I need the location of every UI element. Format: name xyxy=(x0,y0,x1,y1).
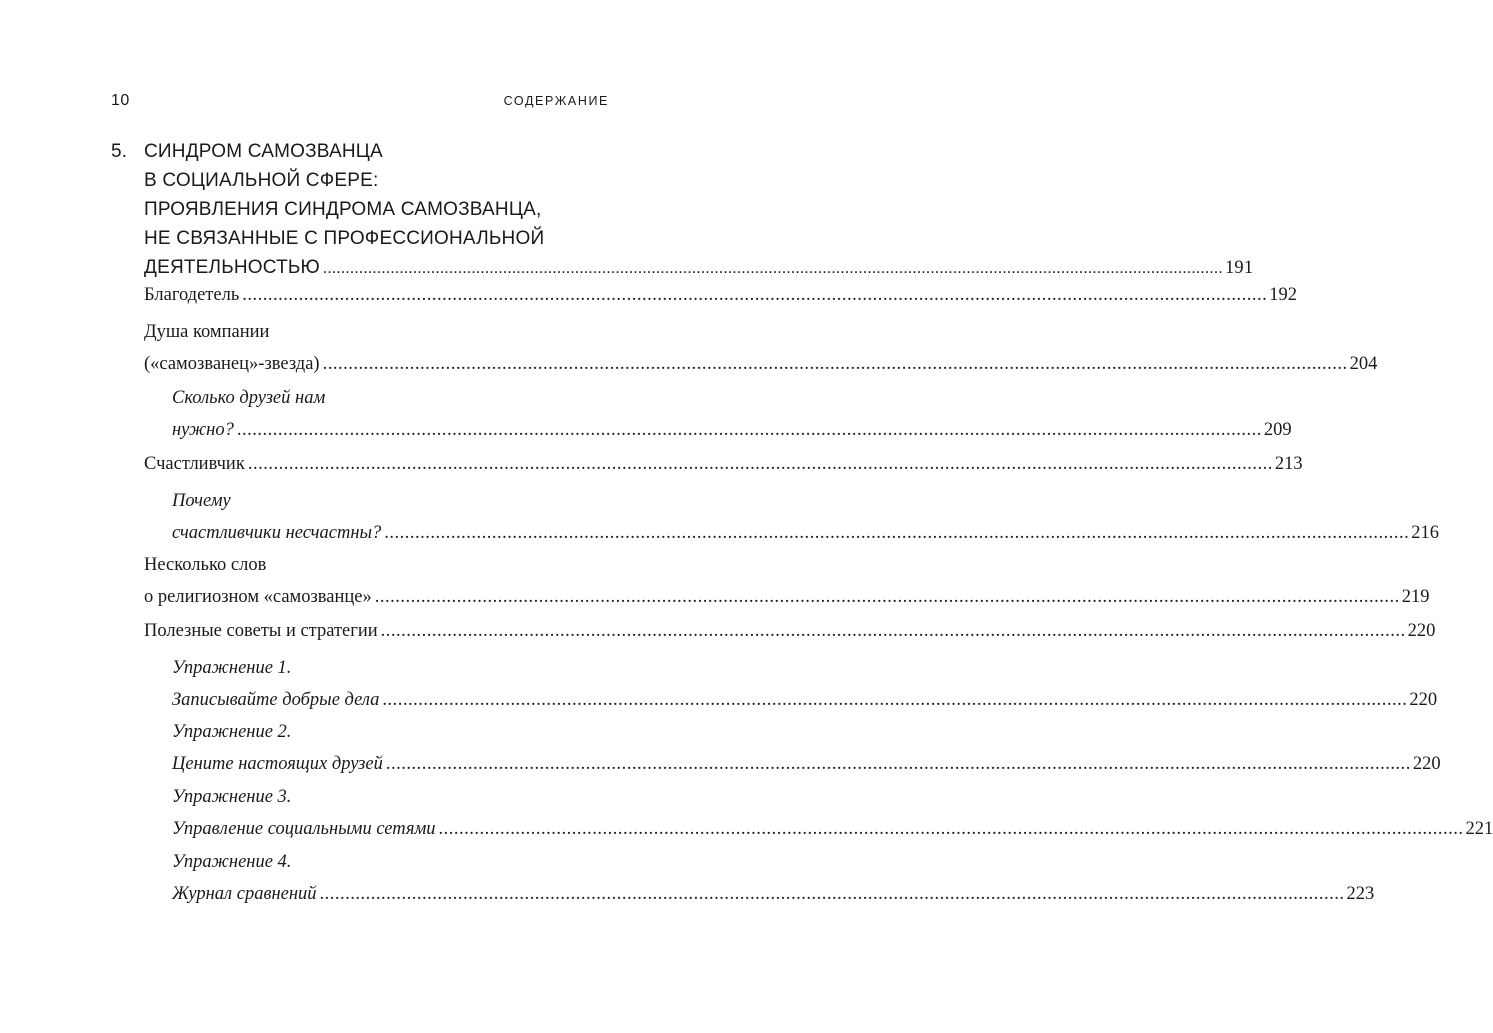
chapter-title-line: ПРОЯВЛЕНИЯ СИНДРОМА САМОЗВАНЦА, xyxy=(144,199,542,220)
entry-title: Цените настоящих друзей xyxy=(172,754,383,774)
entry-page-number: 216 xyxy=(1411,523,1440,543)
toc-entry[interactable] xyxy=(144,448,1303,480)
entry-title: Полезные советы и стратегии xyxy=(144,621,378,641)
entry-title: нужно? xyxy=(172,420,234,440)
entry-page-number: 220 xyxy=(1407,621,1436,641)
toc-entry[interactable] xyxy=(144,549,1430,613)
entry-page-number: 219 xyxy=(1401,587,1430,607)
toc-subentry[interactable] xyxy=(172,716,1441,780)
dot-leader: ........................................................................................................................................................................................................ xyxy=(322,260,1223,277)
dot-leader: ........................................................................................................................................................................................................ xyxy=(438,819,1464,839)
chapter-page-number: 191 xyxy=(1224,258,1254,278)
entry-title: Журнал сравнений xyxy=(172,884,317,904)
toc-subentry[interactable] xyxy=(172,846,1375,910)
dot-leader: ........................................................................................................................................................................................................ xyxy=(322,354,1348,374)
entry-title: Несколько слов xyxy=(144,555,267,575)
entry-title: Счастливчик xyxy=(144,454,245,474)
page-number: 10 xyxy=(111,92,130,109)
dot-leader: ........................................................................................................................................................................................................ xyxy=(247,454,1273,474)
entry-page-number: 213 xyxy=(1274,454,1303,474)
entry-page-number: 192 xyxy=(1269,285,1298,305)
chapter-title-line: В СОЦИАЛЬНОЙ СФЕРЕ: xyxy=(144,170,379,191)
entry-title: Записывайте добрые дела xyxy=(172,690,380,710)
entry-page-number: 204 xyxy=(1349,354,1378,374)
entry-page-number: 220 xyxy=(1409,690,1438,710)
entry-title: Душа компании xyxy=(144,322,270,342)
toc-entry[interactable] xyxy=(144,615,1436,647)
entry-title: Почему xyxy=(172,491,231,511)
entry-title: Упражнение 2. xyxy=(172,722,292,742)
toc-subentry[interactable] xyxy=(172,485,1440,549)
toc-entry[interactable] xyxy=(144,316,1378,380)
entry-title: («самозванец»-звезда) xyxy=(144,354,320,374)
chapter-title-line: СИНДРОМ САМОЗВАНЦА xyxy=(144,141,383,162)
entry-title: Сколько друзей нам xyxy=(172,388,326,408)
dot-leader: ........................................................................................................................................................................................................ xyxy=(384,523,1410,543)
entry-title: Благодетель xyxy=(144,285,240,305)
entry-title: о религиозном «самозванце» xyxy=(144,587,372,607)
chapter-number: 5. xyxy=(111,141,128,162)
dot-leader: ........................................................................................................................................................................................................ xyxy=(236,420,1262,440)
dot-leader: ........................................................................................................................................................................................................ xyxy=(380,621,1406,641)
dot-leader: ........................................................................................................................................................................................................ xyxy=(242,285,1268,305)
entry-title: Упражнение 1. xyxy=(172,658,292,678)
dot-leader: ........................................................................................................................................................................................................ xyxy=(382,690,1408,710)
page-header xyxy=(111,92,609,112)
dot-leader: ........................................................................................................................................................................................................ xyxy=(385,754,1411,774)
toc-subentry[interactable] xyxy=(172,382,1292,446)
entry-page-number: 209 xyxy=(1263,420,1292,440)
running-head: СОДЕРЖАНИЕ xyxy=(503,94,609,108)
dot-leader: ........................................................................................................................................................................................................ xyxy=(319,884,1345,904)
entry-title: счастливчики несчастны? xyxy=(172,523,382,543)
toc-subentry[interactable] xyxy=(172,652,1438,716)
toc-chapter[interactable] xyxy=(111,137,1254,283)
entry-page-number: 221 xyxy=(1465,819,1493,839)
chapter-title-line: ДЕЯТЕЛЬНОСТЬЮ xyxy=(144,257,320,278)
entry-title: Упражнение 4. xyxy=(172,852,292,872)
toc-entry[interactable] xyxy=(144,279,1298,311)
toc-subentry[interactable] xyxy=(172,781,1493,845)
entry-page-number: 223 xyxy=(1346,884,1375,904)
entry-page-number: 220 xyxy=(1412,754,1441,774)
entry-title: Управление социальными сетями xyxy=(172,819,436,839)
entry-title: Упражнение 3. xyxy=(172,787,292,807)
dot-leader: ........................................................................................................................................................................................................ xyxy=(374,587,1400,607)
chapter-title-line: НЕ СВЯЗАННЫЕ С ПРОФЕССИОНАЛЬНОЙ xyxy=(144,228,545,249)
